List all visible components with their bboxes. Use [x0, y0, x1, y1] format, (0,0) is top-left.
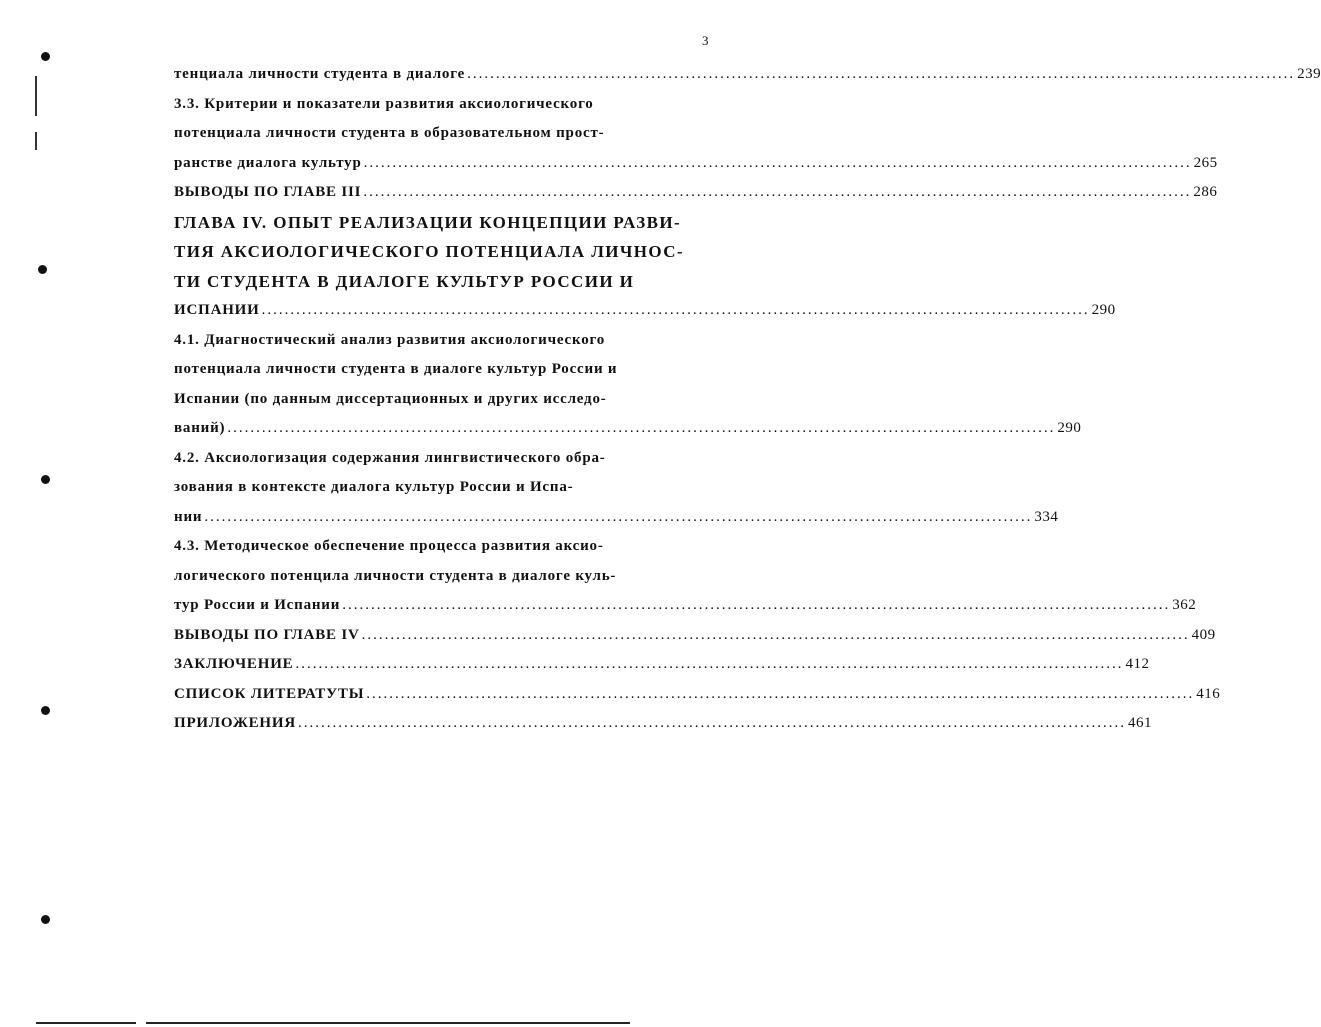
toc-entry [174, 680, 1221, 710]
toc-line: 4.1. Диагностический анализ развития аксиологического [174, 331, 606, 348]
toc-leader-dots: ................................................................................................................................................ [361, 626, 1190, 643]
toc-page-number: 265 [1193, 154, 1218, 171]
punch-hole [41, 915, 50, 924]
toc-entry-label: ПРИЛОЖЕНИЯ [174, 715, 296, 731]
toc-entry-label: ранстве диалога культур [174, 154, 362, 171]
toc-entry-label: ВЫВОДЫ ПО ГЛАВЕ IV [174, 626, 360, 643]
toc-line: потенциала личности студента в образовательном прост- [174, 125, 605, 141]
toc-entry-label: ЗАКЛЮЧЕНИЕ [174, 656, 294, 672]
toc-entry-label: тенциала личности студента в диалоге [174, 66, 466, 82]
toc-leader-dots: ................................................................................................................................................ [342, 597, 1171, 613]
toc-page-number: 286 [1193, 184, 1218, 200]
toc-page-number: 362 [1172, 597, 1197, 613]
toc-leader-dots: ................................................................................................................................................ [363, 184, 1192, 200]
toc-page-number: 416 [1196, 685, 1221, 702]
toc-line: 4.3. Методическое обеспечение процесса развития аксио- [174, 538, 604, 554]
toc-entry-label: ВЫВОДЫ ПО ГЛАВЕ III [174, 184, 362, 200]
page-number: 3 [702, 33, 709, 48]
toc-entry-label: нии [174, 508, 203, 525]
toc-entry [174, 178, 1218, 208]
toc-leader-dots: ................................................................................................................................................ [297, 715, 1126, 731]
toc-entry [174, 296, 1116, 326]
toc-line: 4.2. Аксиологизация содержания лингвистического обра- [174, 449, 606, 466]
toc-entry-label: ИСПАНИИ [174, 302, 260, 318]
toc-leader-dots: ................................................................................................................................................ [295, 656, 1124, 672]
toc-line: логического потенцила личности студента в диалоге куль- [174, 567, 617, 584]
toc-leader-dots: ................................................................................................................................................ [227, 420, 1056, 436]
toc-entry [174, 60, 1321, 90]
toc-entry [174, 621, 1216, 651]
toc-line: зования в контексте диалога культур России и Испа- [174, 479, 574, 495]
table-of-contents [174, 60, 1321, 739]
toc-page-number: 239 [1297, 66, 1321, 82]
toc-entry [174, 503, 1059, 533]
toc-page-number: 412 [1125, 656, 1150, 672]
toc-page-number: 461 [1127, 715, 1152, 731]
toc-leader-dots: ................................................................................................................................................ [204, 508, 1033, 525]
margin-mark [35, 76, 37, 116]
toc-entry [174, 414, 1082, 444]
toc-entry-label: тур России и Испании [174, 597, 341, 613]
toc-entry [174, 709, 1152, 739]
toc-leader-dots: ................................................................................................................................................ [366, 685, 1195, 702]
toc-line: 3.3. Критерии и показатели развития аксиологического [174, 95, 594, 112]
toc-leader-dots: ................................................................................................................................................ [261, 302, 1090, 318]
toc-page-number: 409 [1191, 626, 1216, 643]
toc-line: потенциала личности студента в диалоге культур России и [174, 361, 618, 377]
bottom-scan-line [36, 1022, 136, 1024]
toc-leader-dots: ................................................................................................................................................ [363, 154, 1192, 171]
toc-chapter-heading: ТИ СТУДЕНТА В ДИАЛОГЕ КУЛЬТУР РОССИИ И [174, 271, 635, 291]
toc-chapter-heading: ГЛАВА IV. ОПЫТ РЕАЛИЗАЦИИ КОНЦЕПЦИИ РАЗВИ- [174, 212, 682, 232]
punch-hole [41, 706, 50, 715]
punch-hole [38, 265, 47, 274]
punch-hole [41, 475, 50, 484]
bottom-scan-line [146, 1022, 630, 1024]
toc-entry-label: ваний) [174, 420, 226, 436]
margin-mark [35, 132, 37, 150]
punch-hole [41, 52, 50, 61]
toc-leader-dots: ................................................................................................................................................ [467, 66, 1296, 82]
toc-entry-label: СПИСОК ЛИТЕРАТУТЫ [174, 685, 365, 702]
toc-page-number: 290 [1057, 420, 1082, 436]
toc-page-number: 290 [1091, 302, 1116, 318]
toc-entry [174, 650, 1150, 680]
toc-chapter-heading: ТИЯ АКСИОЛОГИЧЕСКОГО ПОТЕНЦИАЛА ЛИЧНОС- [174, 242, 684, 261]
toc-line: Испании (по данным диссертационных и других исследо- [174, 390, 607, 407]
toc-entry [174, 149, 1218, 179]
toc-entry [174, 591, 1197, 621]
toc-page-number: 334 [1034, 508, 1059, 525]
